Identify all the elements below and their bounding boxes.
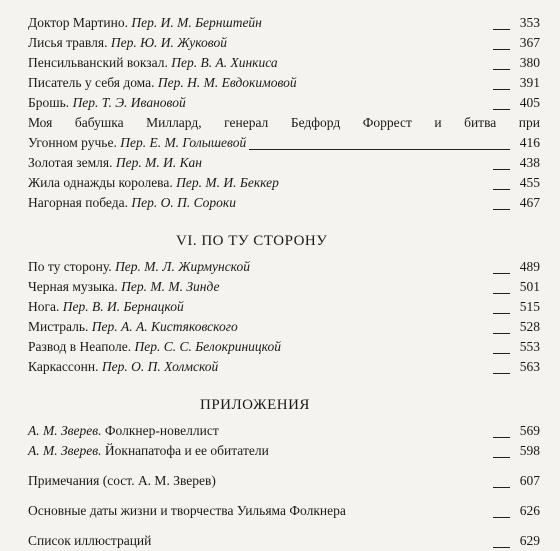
- section-heading: VI. ПО ТУ СТОРОНУ: [176, 233, 328, 249]
- toc-entry[interactable]: [28, 337, 540, 357]
- page-number: 563: [519, 359, 540, 374]
- page-number: 501: [519, 279, 540, 294]
- toc-entry[interactable]: [28, 173, 540, 193]
- entry-title-line2: Угонном ручье. Пер. Е. М. Голышевой: [28, 135, 247, 150]
- entry-title: Основные даты жизни и творчества Уильяма Фолкнера: [28, 503, 346, 518]
- page-number: 626: [519, 503, 540, 518]
- entry-title: Брошь. Пер. Т. Э. Ивановой: [28, 95, 186, 110]
- page-number: 569: [519, 423, 540, 438]
- page-number: 489: [519, 259, 540, 274]
- toc-entry[interactable]: [28, 531, 540, 551]
- table-of-contents: [28, 13, 540, 551]
- toc-entry[interactable]: [28, 501, 540, 521]
- entry-title: Примечания (сост. А. М. Зверев): [28, 473, 216, 488]
- page-number: 438: [519, 155, 540, 170]
- page-number: 380: [519, 55, 540, 70]
- page-number: 553: [519, 339, 540, 354]
- page-number: 528: [519, 319, 540, 334]
- toc-entry[interactable]: [28, 93, 540, 113]
- entry-title: Золотая земля. Пер. М. И. Кан: [28, 155, 203, 170]
- toc-entry[interactable]: [28, 421, 540, 441]
- toc-entry[interactable]: [28, 193, 540, 213]
- toc-entry-multiline[interactable]: [28, 113, 540, 153]
- entry-title: Доктор Мартино. Пер. И. М. Бернштейн: [28, 15, 262, 30]
- entry-title: Лисья травля. Пер. Ю. И. Жуковой: [28, 35, 227, 50]
- entry-title: Нагорная победа. Пер. О. П. Сороки: [28, 195, 236, 210]
- entry-title: Пенсильванский вокзал. Пер. В. А. Хинкиса: [28, 55, 278, 70]
- leader-line: [249, 149, 510, 150]
- entry-title: По ту сторону. Пер. М. Л. Жирмунской: [28, 259, 250, 274]
- toc-entry[interactable]: [28, 317, 540, 337]
- page-number: 598: [519, 443, 540, 458]
- page-number: 455: [519, 175, 540, 190]
- toc-entry[interactable]: [28, 33, 540, 53]
- entry-title: Жила однажды королева. Пер. М. И. Беккер: [28, 175, 279, 190]
- page-number: 353: [519, 15, 540, 30]
- toc-entry[interactable]: [28, 441, 540, 461]
- section-heading: ПРИЛОЖЕНИЯ: [200, 397, 310, 413]
- entry-title: Развод в Неаполе. Пер. С. С. Белокриницкой: [28, 339, 281, 354]
- entry-title: А. М. Зверев. Фолкнер-новеллист: [28, 423, 219, 438]
- page-number: 391: [519, 75, 540, 90]
- entry-title-line1: Моя бабушка Миллард, генерал Бедфорд Форрест и битва при: [28, 115, 540, 130]
- entry-title: Список иллюстраций: [28, 533, 152, 548]
- toc-entry[interactable]: [28, 73, 540, 93]
- page-number: 405: [519, 95, 540, 110]
- page-number: 467: [519, 195, 540, 210]
- entry-title: Мистраль. Пер. А. А. Кистяковского: [28, 319, 238, 334]
- entry-title: Черная музыка. Пер. М. М. Зинде: [28, 279, 220, 294]
- entry-title: Каркассонн. Пер. О. П. Холмской: [28, 359, 219, 374]
- toc-entry[interactable]: [28, 53, 540, 73]
- toc-entry[interactable]: [28, 153, 540, 173]
- page-number: 416: [519, 135, 540, 150]
- toc-entry[interactable]: [28, 297, 540, 317]
- toc-entry[interactable]: [28, 13, 540, 33]
- toc-entry[interactable]: [28, 257, 540, 277]
- toc-entry[interactable]: [28, 277, 540, 297]
- entry-title: Нога. Пер. В. И. Бернацкой: [28, 299, 184, 314]
- page-number: 607: [519, 473, 540, 488]
- toc-entry[interactable]: [28, 357, 540, 377]
- entry-title: Писатель у себя дома. Пер. Н. М. Евдокимовой: [28, 75, 297, 90]
- page-number: 515: [519, 299, 540, 314]
- page-number: 367: [519, 35, 540, 50]
- entry-title: А. М. Зверев. Йокнапатофа и ее обитатели: [28, 443, 269, 458]
- toc-entry[interactable]: [28, 471, 540, 491]
- page-number: 629: [519, 533, 540, 548]
